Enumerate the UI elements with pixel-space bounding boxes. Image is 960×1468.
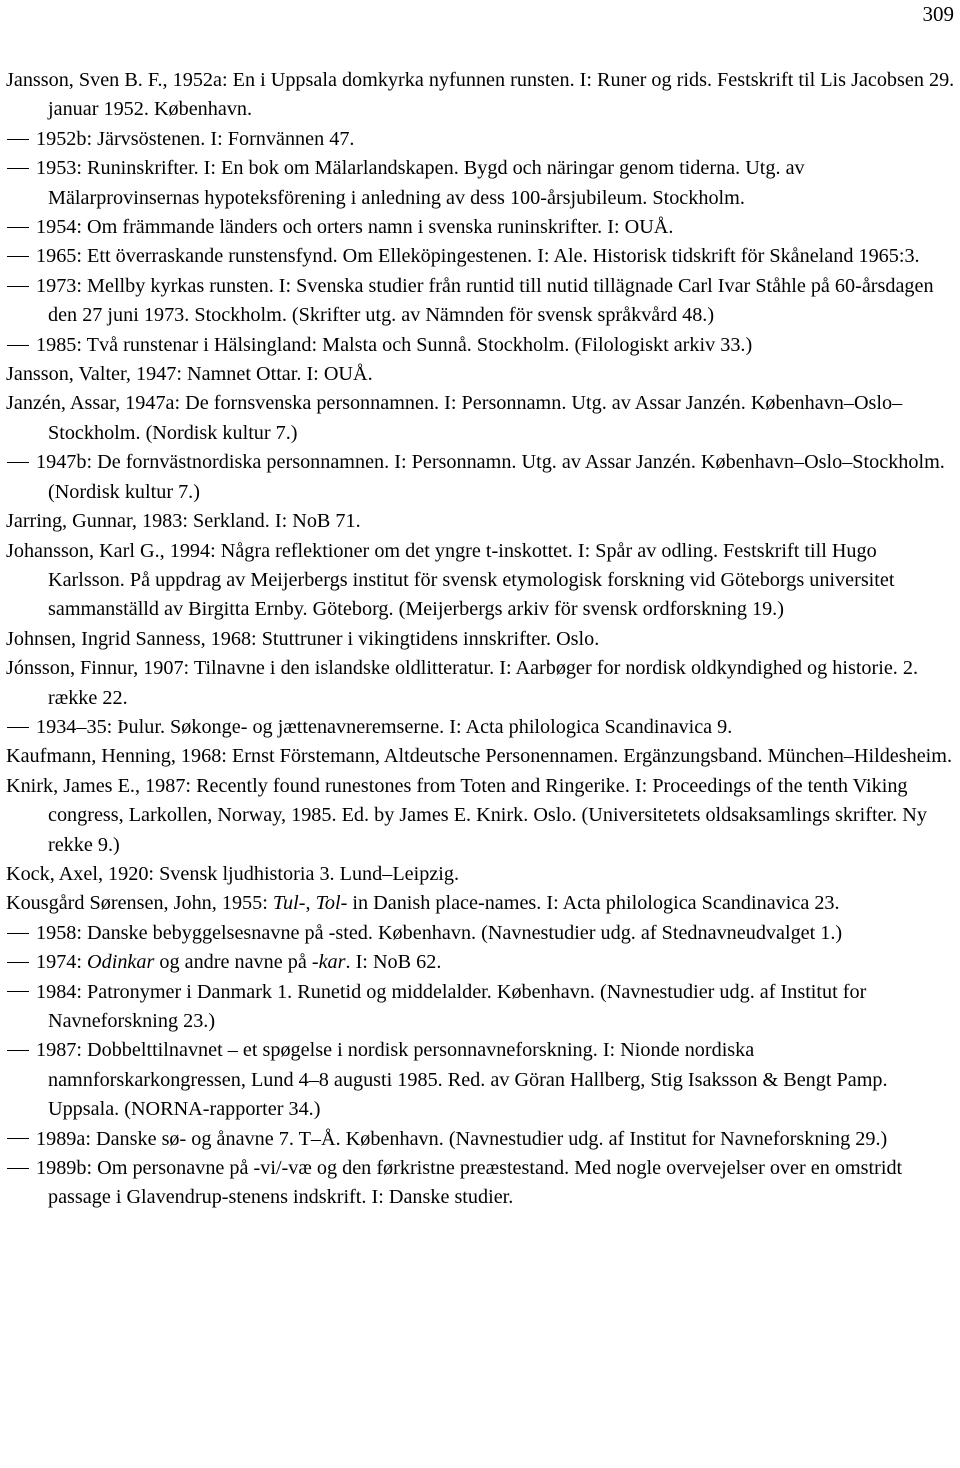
entry-text-italic: Odinkar <box>87 951 155 974</box>
bibliography-entry <box>6 331 956 360</box>
entry-text: 1989a: Danske sø- og ånavne 7. T–Å. København. (Navnestudier udg. af Institut for Navneforskning 29.) <box>36 1127 888 1150</box>
bibliography-entry <box>6 1036 956 1124</box>
entry-text: 1985: Två runstenar i Hälsingland: Malsta och Sunnå. Stockholm. (Filologiskt arkiv 33.) <box>36 333 753 356</box>
bibliography-entry <box>6 625 956 654</box>
entry-text: 1953: Runinskrifter. I: En bok om Mälarlandskapen. Bygd och näringar genom tiderna. Utg. av Mälarprovinsernas hypoteksförening i anledning av dess 100-årsjubileum. Stockholm. <box>36 157 805 209</box>
entry-text-post: . I: NoB 62. <box>345 951 442 974</box>
entry-text: Knirk, James E., 1987: Recently found runestones from Toten and Ringerike. I: Proceedings of the tenth Viking congress, Larkollen, Norway, 1985. Ed. by James E. Knirk. Oslo. (Universitetets oldsaksamlings skrifter. Ny rekke 9.) <box>6 774 927 856</box>
page-number: 309 <box>922 2 954 26</box>
bibliography-entry <box>6 654 956 713</box>
entry-text-mid: og andre navne på <box>154 951 312 974</box>
entry-text: Jónsson, Finnur, 1907: Tilnavne i den islandske oldlitteratur. I: Aarbøger for nordisk oldkyndighed og historie. 2. række 22. <box>6 657 919 709</box>
bibliography-entry <box>6 389 956 448</box>
ditto-dash <box>7 227 29 228</box>
bibliography-entry <box>6 948 956 977</box>
bibliography-entry <box>6 537 956 625</box>
entry-text: Johnsen, Ingrid Sanness, 1968: Stuttruner i vikingtidens innskrifter. Oslo. <box>6 627 600 650</box>
ditto-dash <box>7 139 29 140</box>
bibliography-entry <box>6 1154 956 1213</box>
entry-text: Jansson, Valter, 1947: Namnet Ottar. I: OUÅ. <box>6 363 373 386</box>
entry-text: 1958: Danske bebyggelsesnavne på -sted. København. (Navnestudier udg. af Stednavneudvalget 1.) <box>36 921 843 944</box>
bibliography-entry <box>6 125 956 154</box>
entry-text: Kock, Axel, 1920: Svensk ljudhistoria 3. Lund–Leipzig. <box>6 862 460 885</box>
bibliography-entry <box>6 154 956 213</box>
bibliography-entry <box>6 978 956 1037</box>
entry-text: 1987: Dobbelttilnavnet – et spøgelse i nordisk personnavneforskning. I: Nionde nordiska namnforskarkongressen, Lund 4–8 augusti 1985. Red. av Göran Hallberg, Stig Isaksson & Bengt Pamp. Uppsala. (NORNA-rapporter 34.) <box>36 1039 888 1121</box>
ditto-dash <box>7 991 29 992</box>
bibliography-entry <box>6 507 956 536</box>
entry-text-pre: 1974: <box>36 951 88 974</box>
entry-text: Janzén, Assar, 1947a: De fornsvenska personnamnen. I: Personnamn. Utg. av Assar Janzén. København–Oslo–Stockholm. (Nordisk kultur 7.) <box>6 392 903 444</box>
entry-text-italic: -kar <box>311 951 346 974</box>
bibliography-entry <box>6 360 956 389</box>
ditto-dash <box>7 962 29 963</box>
bibliography-entry <box>6 713 956 742</box>
bibliography-entry <box>6 742 956 771</box>
ditto-dash <box>7 168 29 169</box>
ditto-dash <box>7 727 29 728</box>
bibliography-entry <box>6 1125 956 1154</box>
bibliography-entry <box>6 242 956 271</box>
entry-text: Jansson, Sven B. F., 1952a: En i Uppsala domkyrka nyfunnen runsten. I: Runer og rids. Festskrift til Lis Jacobsen 29. januar 1952. København. <box>6 69 955 121</box>
ditto-dash <box>7 1050 29 1051</box>
entry-text-italic: Tol <box>315 892 341 915</box>
ditto-dash <box>7 1168 29 1169</box>
ditto-dash <box>7 345 29 346</box>
entry-text: 1989b: Om personavne på -vi/-væ og den førkristne preæstestand. Med nogle overvejelser over en omstridt passage i Glavendrup-stenens indskrift. I: Danske studier. <box>36 1157 903 1209</box>
ditto-dash <box>7 1138 29 1139</box>
entry-text-pre: Kousgård Sørensen, John, 1955: <box>6 892 273 915</box>
entry-text: 1947b: De fornvästnordiska personnamnen. I: Personnamn. Utg. av Assar Janzén. København–Oslo–Stockholm. (Nordisk kultur 7.) <box>36 451 945 503</box>
entry-text: 1934–35: Þulur. Søkonge- og jættenavneremserne. I: Acta philologica Scandinavica 9. <box>36 715 733 738</box>
entry-text-mid: -, <box>298 892 316 915</box>
entry-text: 1965: Ett överraskande runstensfynd. Om Elleköpingestenen. I: Ale. Historisk tidskrift för Skåneland 1965:3. <box>36 245 920 268</box>
bibliography-entry <box>6 66 956 125</box>
entry-text: 1952b: Järvsöstenen. I: Fornvännen 47. <box>36 127 355 150</box>
entry-text: 1954: Om främmande länders och orters namn i svenska runinskrifter. I: OUÅ. <box>36 216 674 239</box>
entry-text-post: - in Danish place-names. I: Acta philologica Scandinavica 23. <box>340 892 840 915</box>
entry-text: 1984: Patronymer i Danmark 1. Runetid og middelalder. København. (Navnestudier udg. af Institut for Navneforskning 23.) <box>36 980 867 1032</box>
ditto-dash <box>7 933 29 934</box>
bibliography-entry <box>6 860 956 889</box>
bibliography-list <box>6 66 956 1213</box>
bibliography-entry <box>6 272 956 331</box>
ditto-dash <box>7 256 29 257</box>
bibliography-entry <box>6 213 956 242</box>
entry-text: Jarring, Gunnar, 1983: Serkland. I: NoB 71. <box>6 510 361 533</box>
ditto-dash <box>7 462 29 463</box>
bibliography-entry <box>6 772 956 860</box>
entry-text: Johansson, Karl G., 1994: Några reflektioner om det yngre t-inskottet. I: Spår av odling. Festskrift till Hugo Karlsson. På uppdrag av Meijerbergs institut för svensk etymologisk forskning vid Göteborgs universitet sammanställd av Birgitta Ernby. Göteborg. (Meijerbergs arkiv för svensk ordforskning 19.) <box>6 539 895 621</box>
entry-text-italic: Tul <box>272 892 299 915</box>
bibliography-entry <box>6 889 956 918</box>
entry-text: Kaufmann, Henning, 1968: Ernst Förstemann, Altdeutsche Personennamen. Ergänzungsband. München–Hildesheim. <box>6 745 953 768</box>
ditto-dash <box>7 286 29 287</box>
bibliography-entry <box>6 448 956 507</box>
entry-text: 1973: Mellby kyrkas runsten. I: Svenska studier från runtid till nutid tillägnade Carl Ivar Ståhle på 60-årsdagen den 27 juni 1973. Stockholm. (Skrifter utg. av Nämnden för svensk språkvård 48.) <box>36 274 934 327</box>
bibliography-entry <box>6 919 956 948</box>
